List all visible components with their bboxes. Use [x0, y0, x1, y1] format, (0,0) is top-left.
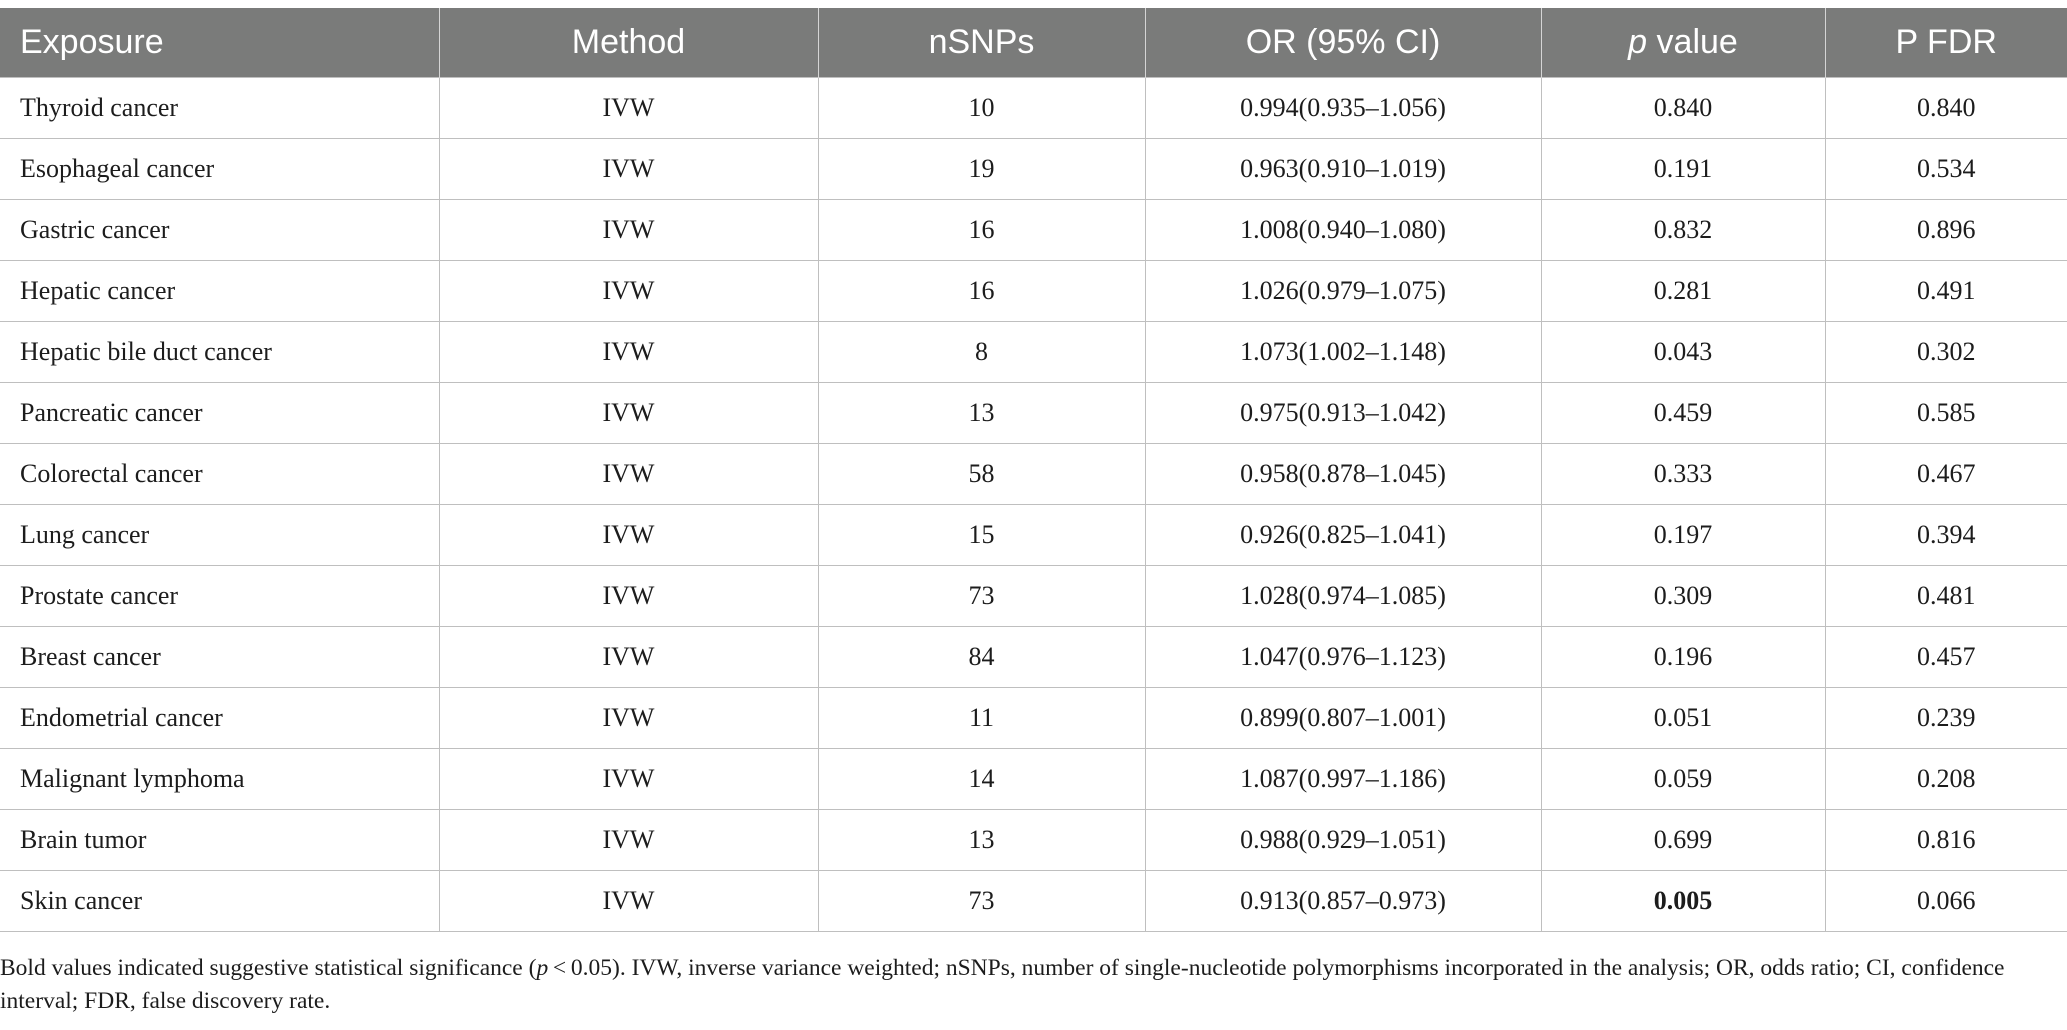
table-row: [0, 505, 2067, 566]
results-table: [0, 8, 2067, 932]
cell-exposure: Malignant lymphoma: [0, 749, 439, 810]
cell-p-fdr: 0.394: [1825, 505, 2067, 566]
cell-p-value: 0.309: [1541, 566, 1825, 627]
cell-nsnps: 10: [818, 78, 1145, 139]
cell-nsnps: 13: [818, 810, 1145, 871]
cell-method: IVW: [439, 627, 818, 688]
table-row: [0, 322, 2067, 383]
cell-p-value: 0.832: [1541, 200, 1825, 261]
cell-nsnps: 19: [818, 139, 1145, 200]
table-header: [0, 8, 2067, 78]
header-p-italic: p: [1628, 23, 1648, 61]
cell-exposure: Skin cancer: [0, 871, 439, 932]
cell-or-ci: 0.926(0.825–1.041): [1145, 505, 1541, 566]
cell-exposure: Gastric cancer: [0, 200, 439, 261]
cell-p-fdr: 0.302: [1825, 322, 2067, 383]
cell-p-value: 0.281: [1541, 261, 1825, 322]
cell-exposure: Colorectal cancer: [0, 444, 439, 505]
cell-p-value: 0.059: [1541, 749, 1825, 810]
cell-method: IVW: [439, 566, 818, 627]
cell-or-ci: 1.026(0.979–1.075): [1145, 261, 1541, 322]
cell-exposure: Thyroid cancer: [0, 78, 439, 139]
cell-exposure: Endometrial cancer: [0, 688, 439, 749]
cell-exposure: Brain tumor: [0, 810, 439, 871]
cell-or-ci: 0.899(0.807–1.001): [1145, 688, 1541, 749]
cell-exposure: Hepatic cancer: [0, 261, 439, 322]
header-p-value: [1541, 8, 1825, 78]
cell-method: IVW: [439, 749, 818, 810]
cell-p-value: 0.051: [1541, 688, 1825, 749]
footnote-part1: Bold values indicated suggestive statistical significance (: [0, 955, 537, 981]
cell-exposure: Lung cancer: [0, 505, 439, 566]
cell-or-ci: 1.087(0.997–1.186): [1145, 749, 1541, 810]
cell-method: IVW: [439, 383, 818, 444]
cell-exposure: Breast cancer: [0, 627, 439, 688]
table-body: [0, 78, 2067, 932]
table-row: [0, 871, 2067, 932]
cell-p-fdr: 0.066: [1825, 871, 2067, 932]
cell-or-ci: 1.047(0.976–1.123): [1145, 627, 1541, 688]
cell-method: IVW: [439, 810, 818, 871]
cell-method: IVW: [439, 78, 818, 139]
cell-or-ci: 0.958(0.878–1.045): [1145, 444, 1541, 505]
cell-p-value: 0.197: [1541, 505, 1825, 566]
cell-p-value: 0.196: [1541, 627, 1825, 688]
table-row: [0, 444, 2067, 505]
cell-method: IVW: [439, 200, 818, 261]
cell-nsnps: 73: [818, 871, 1145, 932]
table-row: [0, 200, 2067, 261]
header-p-rest: value: [1647, 23, 1738, 61]
cell-p-value: 0.191: [1541, 139, 1825, 200]
cell-nsnps: 16: [818, 200, 1145, 261]
cell-nsnps: 8: [818, 322, 1145, 383]
cell-p-value: 0.333: [1541, 444, 1825, 505]
cell-p-fdr: 0.840: [1825, 78, 2067, 139]
cell-nsnps: 73: [818, 566, 1145, 627]
cell-p-value: 0.699: [1541, 810, 1825, 871]
cell-or-ci: 1.073(1.002–1.148): [1145, 322, 1541, 383]
cell-or-ci: 0.988(0.929–1.051): [1145, 810, 1541, 871]
cell-p-value: 0.043: [1541, 322, 1825, 383]
cell-method: IVW: [439, 688, 818, 749]
table-row: [0, 566, 2067, 627]
cell-nsnps: 84: [818, 627, 1145, 688]
header-row: [0, 8, 2067, 78]
cell-p-fdr: 0.239: [1825, 688, 2067, 749]
cell-p-fdr: 0.467: [1825, 444, 2067, 505]
table-row: [0, 383, 2067, 444]
cell-p-fdr: 0.896: [1825, 200, 2067, 261]
cell-or-ci: 0.994(0.935–1.056): [1145, 78, 1541, 139]
cell-method: IVW: [439, 139, 818, 200]
cell-p-fdr: 0.208: [1825, 749, 2067, 810]
header-method: Method: [439, 8, 818, 78]
table-footnote: [0, 952, 2060, 1018]
table-row: [0, 810, 2067, 871]
results-table-container: [0, 8, 2067, 932]
cell-p-value: 0.005: [1541, 871, 1825, 932]
cell-exposure: Pancreatic cancer: [0, 383, 439, 444]
cell-or-ci: 1.028(0.974–1.085): [1145, 566, 1541, 627]
header-or-ci: OR (95% CI): [1145, 8, 1541, 78]
cell-method: IVW: [439, 444, 818, 505]
cell-p-value: 0.840: [1541, 78, 1825, 139]
cell-or-ci: 0.975(0.913–1.042): [1145, 383, 1541, 444]
cell-p-fdr: 0.534: [1825, 139, 2067, 200]
cell-nsnps: 13: [818, 383, 1145, 444]
table-row: [0, 78, 2067, 139]
header-exposure: Exposure: [0, 8, 439, 78]
cell-method: IVW: [439, 322, 818, 383]
footnote-part2: < 0.05). IVW, inverse variance weighted; nSNPs, number of single-nucleotide polymorphisms incorporated in the analysis; OR, odds ratio; CI, confidence interval; FDR, false discovery rate.: [0, 955, 2005, 1014]
cell-or-ci: 0.913(0.857–0.973): [1145, 871, 1541, 932]
cell-exposure: Prostate cancer: [0, 566, 439, 627]
cell-p-value: 0.459: [1541, 383, 1825, 444]
cell-p-fdr: 0.585: [1825, 383, 2067, 444]
cell-p-fdr: 0.816: [1825, 810, 2067, 871]
cell-p-fdr: 0.491: [1825, 261, 2067, 322]
cell-or-ci: 1.008(0.940–1.080): [1145, 200, 1541, 261]
footnote-p-italic: p: [536, 955, 549, 981]
cell-nsnps: 16: [818, 261, 1145, 322]
cell-nsnps: 58: [818, 444, 1145, 505]
cell-method: IVW: [439, 261, 818, 322]
cell-exposure: Hepatic bile duct cancer: [0, 322, 439, 383]
cell-method: IVW: [439, 871, 818, 932]
cell-or-ci: 0.963(0.910–1.019): [1145, 139, 1541, 200]
header-nsnps: nSNPs: [818, 8, 1145, 78]
cell-p-fdr: 0.481: [1825, 566, 2067, 627]
table-row: [0, 749, 2067, 810]
header-p-fdr: P FDR: [1825, 8, 2067, 78]
table-row: [0, 261, 2067, 322]
table-row: [0, 688, 2067, 749]
cell-method: IVW: [439, 505, 818, 566]
cell-exposure: Esophageal cancer: [0, 139, 439, 200]
table-row: [0, 139, 2067, 200]
cell-p-fdr: 0.457: [1825, 627, 2067, 688]
cell-nsnps: 15: [818, 505, 1145, 566]
cell-nsnps: 14: [818, 749, 1145, 810]
cell-nsnps: 11: [818, 688, 1145, 749]
table-row: [0, 627, 2067, 688]
